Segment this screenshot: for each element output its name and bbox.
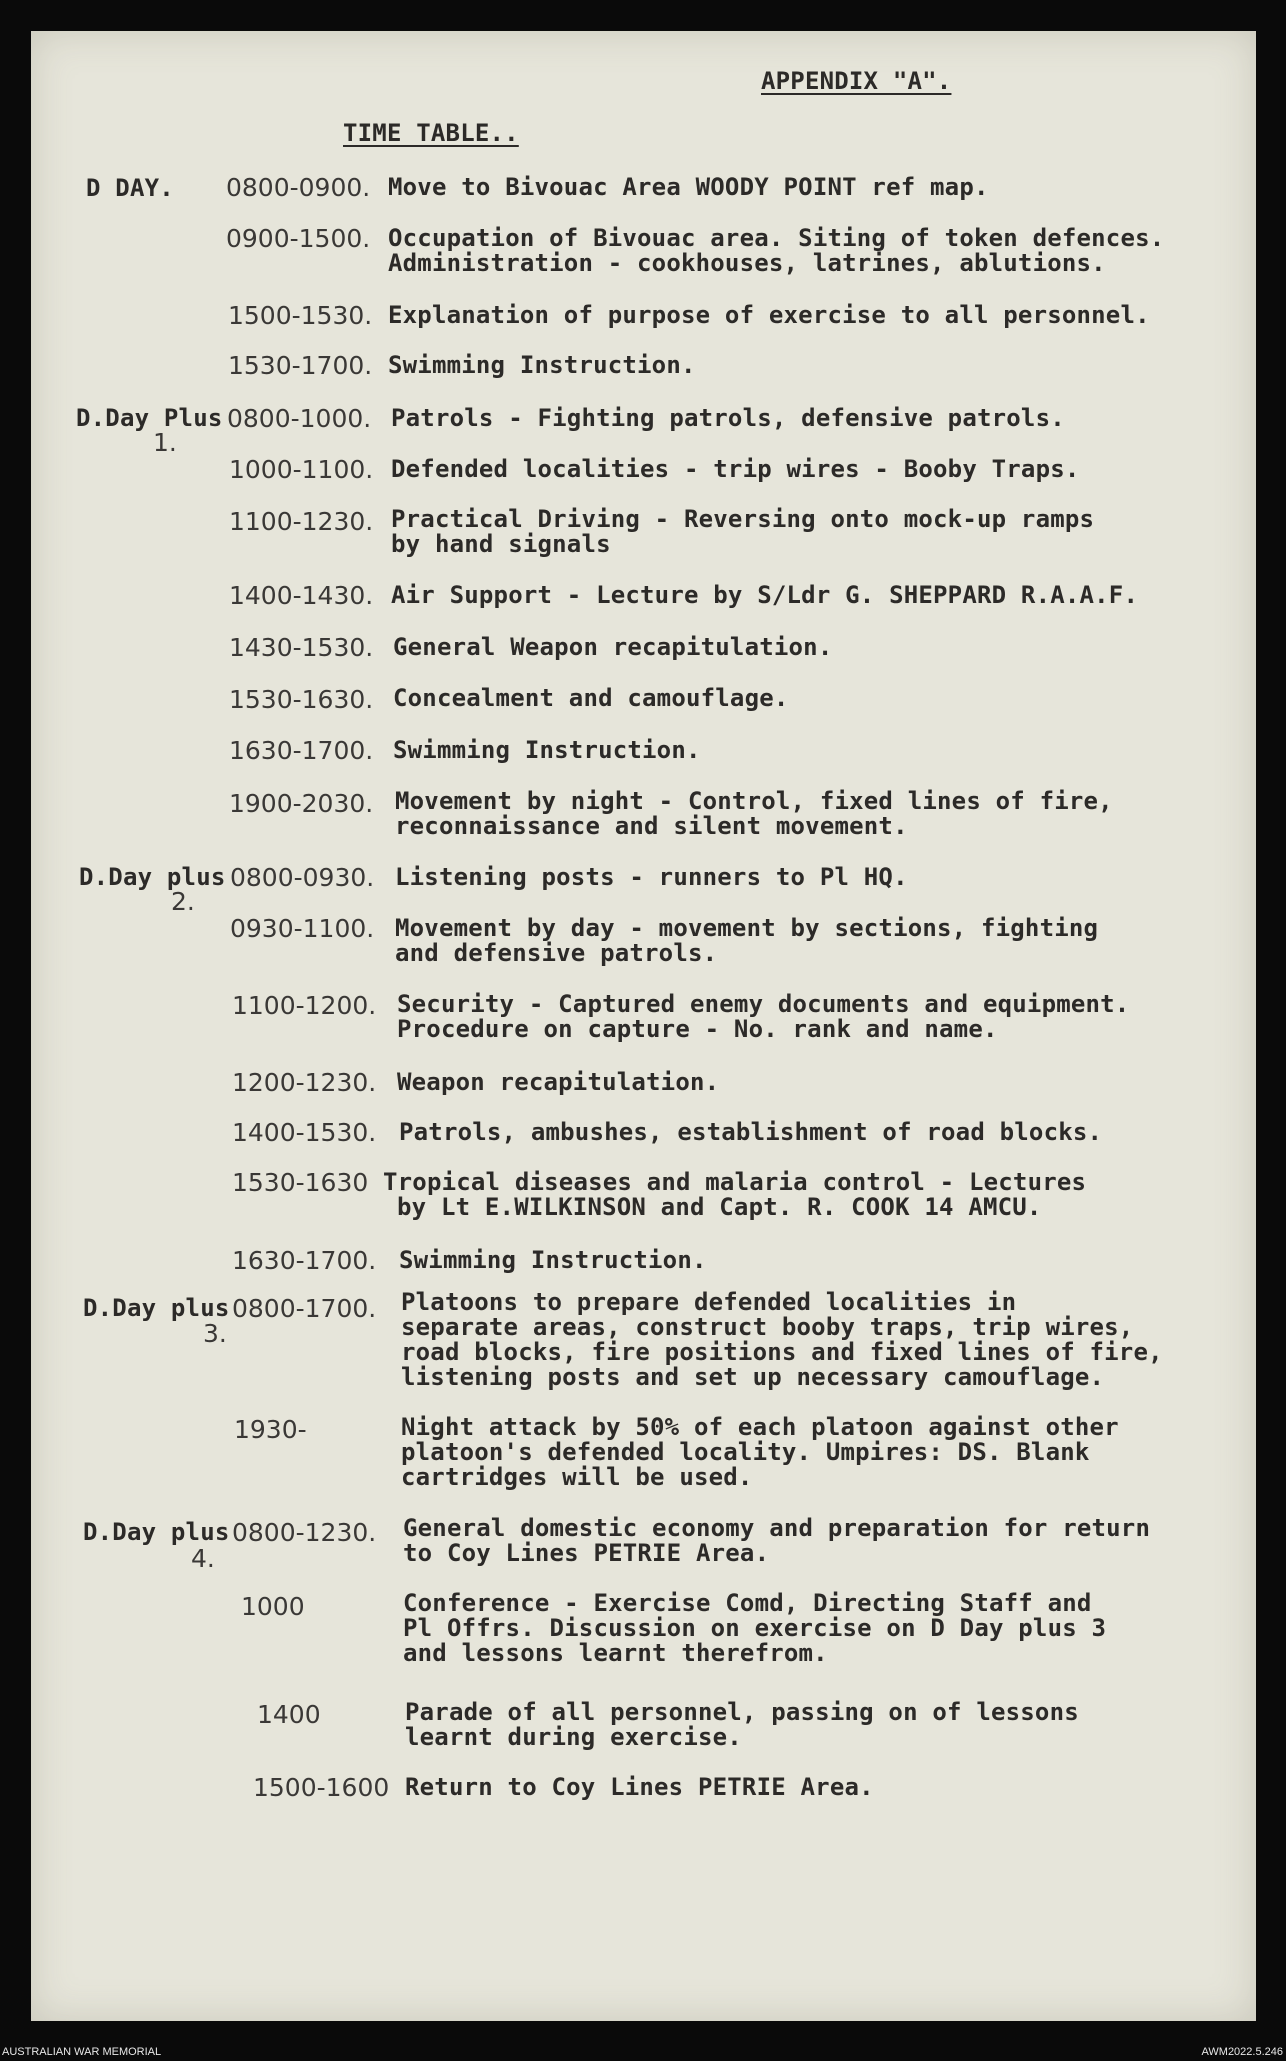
entry-description: Patrols, ambushes, establishment of road blocks. — [399, 1118, 1103, 1146]
entry-description: Administration - cookhouses, latrines, ablutions. — [388, 249, 1106, 277]
entry-description: Conference - Exercise Comd, Directing Staff and — [403, 1589, 1092, 1617]
entry-description: Practical Driving - Reversing onto mock-up ramps — [391, 505, 1095, 533]
entry-time: 1900-2030. — [229, 789, 374, 818]
entry-description: Night attack by 50% of each platoon against other — [401, 1413, 1119, 1441]
day-label: D.Day plus — [79, 863, 226, 891]
entry-description: Swimming Instruction. — [393, 736, 701, 764]
entry-description: and lessons learnt therefrom. — [403, 1639, 828, 1667]
entry-description: Platoons to prepare defended localities in — [401, 1288, 1017, 1316]
page-title: TIME TABLE.. — [343, 119, 519, 147]
entry-description: by hand signals — [391, 530, 611, 558]
entry-description: reconnaissance and silent movement. — [395, 812, 908, 840]
entry-time: 1530-1700. — [228, 351, 373, 380]
day-label: D.Day plus — [83, 1294, 230, 1322]
entry-time: 0930-1100. — [230, 914, 375, 943]
archive-credit: AUSTRALIAN WAR MEMORIAL — [2, 2046, 162, 2058]
entry-description: Air Support - Lecture by S/Ldr G. SHEPPARD R.A.A.F. — [391, 581, 1139, 609]
day-number: 3. — [203, 1319, 227, 1348]
entry-description: Explanation of purpose of exercise to all personnel. — [388, 301, 1150, 329]
entry-description: Tropical diseases and malaria control - Lectures — [383, 1168, 1087, 1196]
entry-time: 1500-1600 — [253, 1773, 390, 1802]
day-number: 1. — [153, 428, 177, 457]
entry-description: cartridges will be used. — [401, 1463, 753, 1491]
entry-description: Concealment and camouflage. — [393, 684, 789, 712]
entry-description: Pl Offrs. Discussion on exercise on D Day plus 3 — [403, 1614, 1107, 1642]
entry-time: 1000-1100. — [229, 455, 374, 484]
entry-description: to Coy Lines PETRIE Area. — [403, 1539, 770, 1567]
entry-description: learnt during exercise. — [405, 1723, 742, 1751]
entry-time: 1100-1230. — [229, 507, 374, 536]
document-page — [31, 31, 1256, 2021]
entry-description: Move to Bivouac Area WOODY POINT ref map. — [388, 173, 989, 201]
entry-time: 1630-1700. — [229, 736, 374, 765]
appendix-heading: APPENDIX "A". — [761, 67, 952, 95]
entry-time: 0800-0930. — [230, 863, 375, 892]
entry-time: 1530-1630 — [232, 1168, 369, 1197]
entry-description: platoon's defended locality. Umpires: DS. Blank — [401, 1438, 1090, 1466]
entry-description: by Lt E.WILKINSON and Capt. R. COOK 14 AMCU. — [397, 1193, 1042, 1221]
day-label: D DAY. — [86, 174, 174, 202]
entry-description: road blocks, fire positions and fixed lines of fire, — [401, 1338, 1163, 1366]
entry-time: 1000 — [241, 1592, 305, 1621]
entry-time: 1930- — [234, 1415, 307, 1444]
entry-time: 1100-1200. — [232, 991, 377, 1020]
entry-time: 0800-1700. — [232, 1294, 377, 1323]
day-number: 2. — [171, 887, 195, 916]
entry-description: General domestic economy and preparation for return — [403, 1514, 1151, 1542]
entry-description: separate areas, construct booby traps, trip wires, — [401, 1313, 1134, 1341]
entry-time: 0900-1500. — [226, 224, 371, 253]
entry-description: Defended localities - trip wires - Booby Traps. — [391, 455, 1080, 483]
entry-time: 0800-1000. — [227, 404, 372, 433]
entry-time: 1400-1430. — [229, 581, 374, 610]
entry-time: 0800-0900. — [226, 173, 371, 202]
entry-time: 1500-1530. — [228, 301, 373, 330]
day-label: D.Day plus — [83, 1518, 230, 1546]
archive-reference: AWM2022.5.246 — [1201, 2046, 1283, 2058]
entry-description: and defensive patrols. — [395, 939, 718, 967]
entry-time: 1400 — [257, 1700, 321, 1729]
entry-description: Movement by day - movement by sections, fighting — [395, 914, 1099, 942]
entry-time: 1630-1700. — [232, 1246, 377, 1275]
day-number: 4. — [191, 1544, 215, 1573]
entry-description: Swimming Instruction. — [388, 351, 696, 379]
entry-description: General Weapon recapitulation. — [393, 633, 833, 661]
entry-time: 1430-1530. — [229, 633, 374, 662]
entry-description: Occupation of Bivouac area. Siting of token defences. — [388, 224, 1165, 252]
entry-description: Weapon recapitulation. — [397, 1068, 720, 1096]
entry-time: 0800-1230. — [232, 1518, 377, 1547]
entry-description: Return to Coy Lines PETRIE Area. — [405, 1773, 874, 1801]
day-label: D.Day Plus — [76, 404, 223, 432]
entry-description: Swimming Instruction. — [399, 1246, 707, 1274]
entry-time: 1200-1230. — [232, 1068, 377, 1097]
entry-description: listening posts and set up necessary camouflage. — [401, 1363, 1105, 1391]
entry-description: Parade of all personnel, passing on of lessons — [405, 1698, 1079, 1726]
entry-description: Listening posts - runners to Pl HQ. — [395, 863, 908, 891]
entry-description: Procedure on capture - No. rank and name. — [397, 1015, 998, 1043]
entry-time: 1530-1630. — [229, 685, 374, 714]
entry-description: Patrols - Fighting patrols, defensive patrols. — [391, 404, 1065, 432]
entry-description: Security - Captured enemy documents and equipment. — [397, 990, 1130, 1018]
entry-time: 1400-1530. — [232, 1118, 377, 1147]
entry-description: Movement by night - Control, fixed lines of fire, — [395, 787, 1113, 815]
